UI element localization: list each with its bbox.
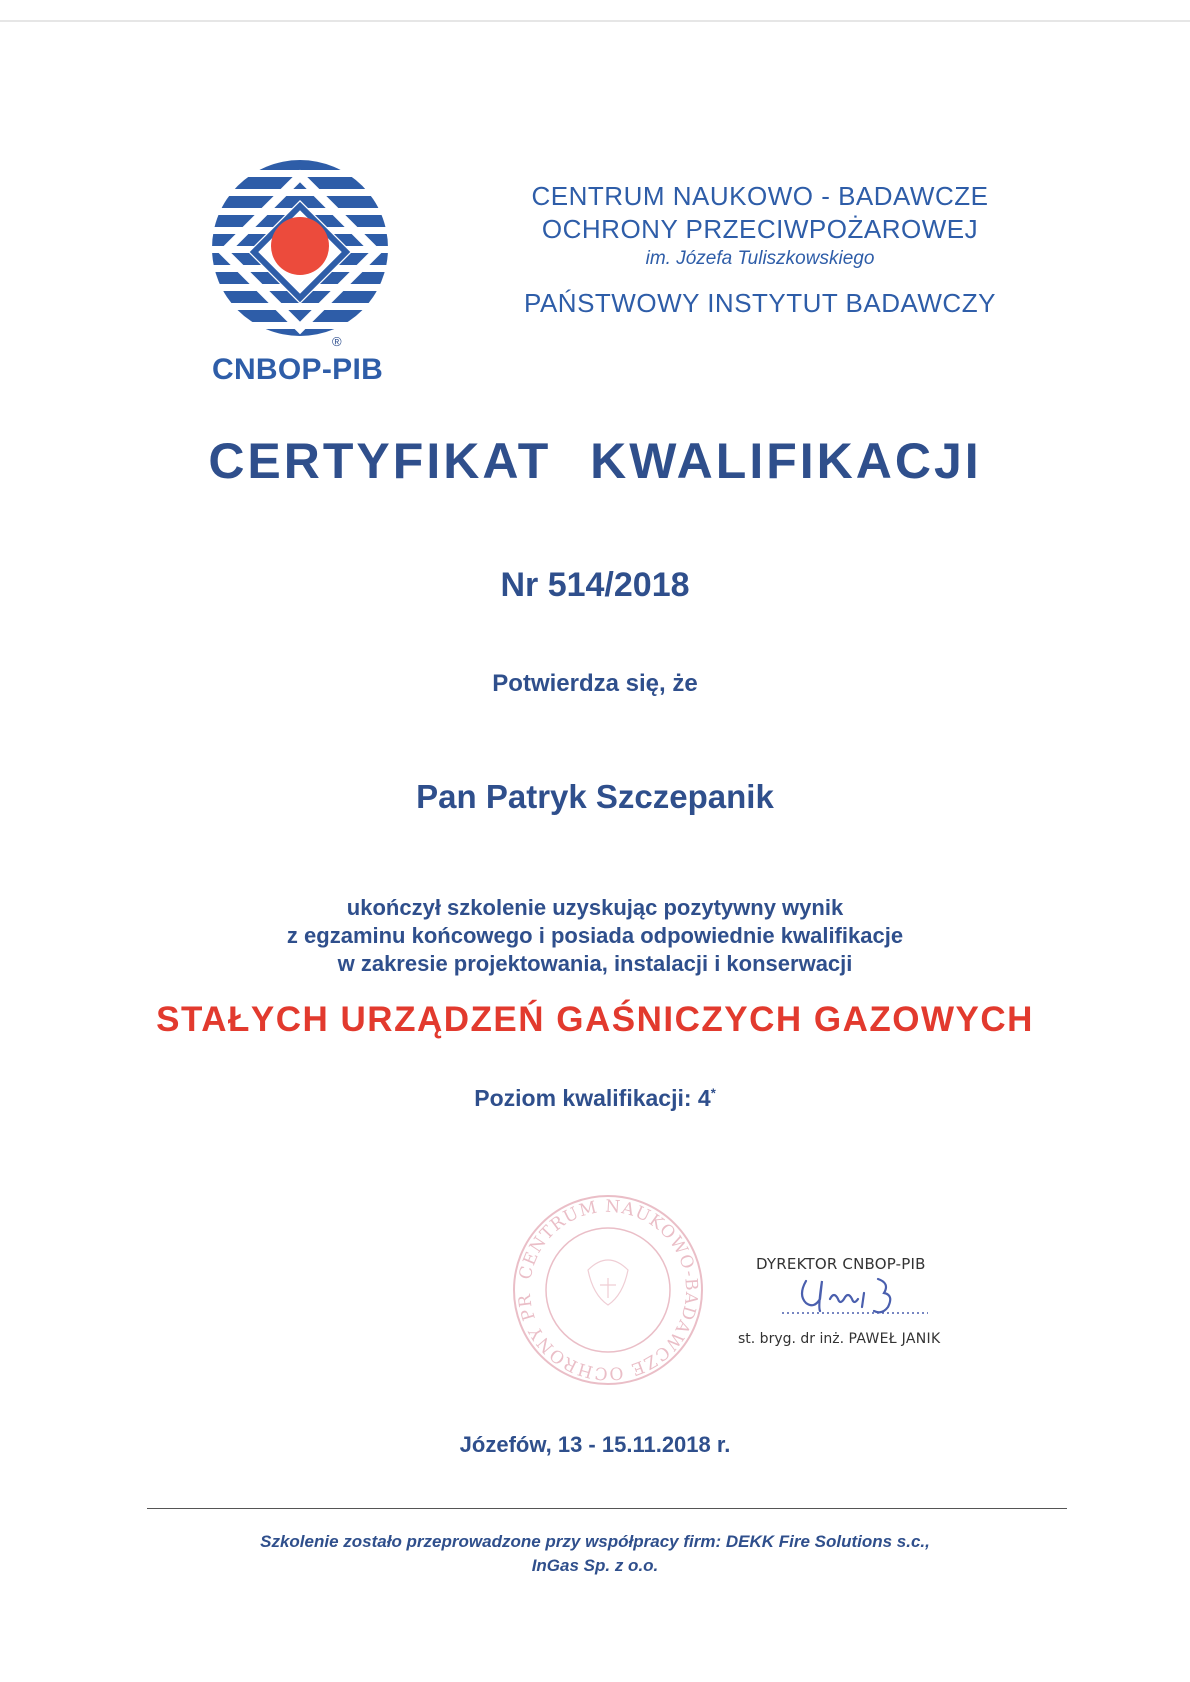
qualification-level-label: Poziom kwalifikacji: 4: [474, 1085, 711, 1111]
footer-divider: [147, 1508, 1067, 1509]
institute-status: PAŃSTWOWY INSTYTUT BADAWCZY: [524, 288, 996, 318]
description-line: z egzaminu końcowego i posiada odpowiednie kwalifikacje: [286, 923, 904, 948]
institute-patron: im. Józefa Tuliszkowskiego: [645, 248, 875, 269]
director-surname: PAWEŁ JANIK: [848, 1331, 941, 1347]
institute-name: [495, 180, 1025, 320]
certificate-title: CERTYFIKAT KWALIFIKACJI: [208, 433, 982, 489]
footer-line-1: Szkolenie zostało przeprowadzone przy współpracy firm: DEKK Fire Solutions s.c.,: [260, 1532, 930, 1551]
cnbop-logo: [210, 158, 390, 338]
page-top-edge: [0, 20, 1190, 22]
official-stamp: [508, 1190, 708, 1390]
logo-name: CNBOP-PIB: [212, 353, 384, 386]
footer-note: [0, 1530, 1190, 1578]
director-title: DYREKTOR CNBOP-PIB: [756, 1255, 926, 1273]
institute-line-1: CENTRUM NAUKOWO - BADAWCZE: [531, 181, 989, 211]
registered-mark: ®: [332, 334, 342, 349]
stamp-text: CENTRUM NAUKOWO-BADAWCZE OCHRONY PR: [514, 1196, 702, 1384]
director-degree: st. bryg. dr inż.: [738, 1331, 845, 1347]
cnbop-emblem-icon: [210, 158, 390, 338]
place-and-date: Józefów, 13 - 15.11.2018 r.: [459, 1432, 731, 1457]
director-signature-block: [738, 1255, 978, 1347]
institute-line-2: OCHRONY PRZECIWPOŻAROWEJ: [541, 214, 979, 244]
confirmation-text: Potwierdza się, że: [492, 670, 698, 697]
description-line: w zakresie projektowania, instalacji i konserwacji: [337, 951, 853, 976]
description-line: ukończył szkolenie uzyskując pozytywny wynik: [346, 895, 844, 920]
footer-line-2: InGas Sp. z o.o.: [531, 1556, 659, 1575]
director-name: [738, 1331, 978, 1347]
handwritten-signature-icon: [778, 1273, 998, 1323]
description: [0, 894, 1190, 978]
qualification-level: [0, 1085, 1190, 1112]
certificate-number: Nr 514/2018: [500, 566, 690, 604]
qualification-level-mark: *: [710, 1085, 716, 1101]
svg-text:CENTRUM NAUKOWO-BADAWCZE OCHRO: [508, 1190, 701, 1383]
specialty: STAŁYCH URZĄDZEŃ GAŚNICZYCH GAZOWYCH: [156, 1000, 1034, 1039]
certificate-holder: Pan Patryk Szczepanik: [416, 778, 774, 815]
stamp-icon: [508, 1190, 708, 1390]
